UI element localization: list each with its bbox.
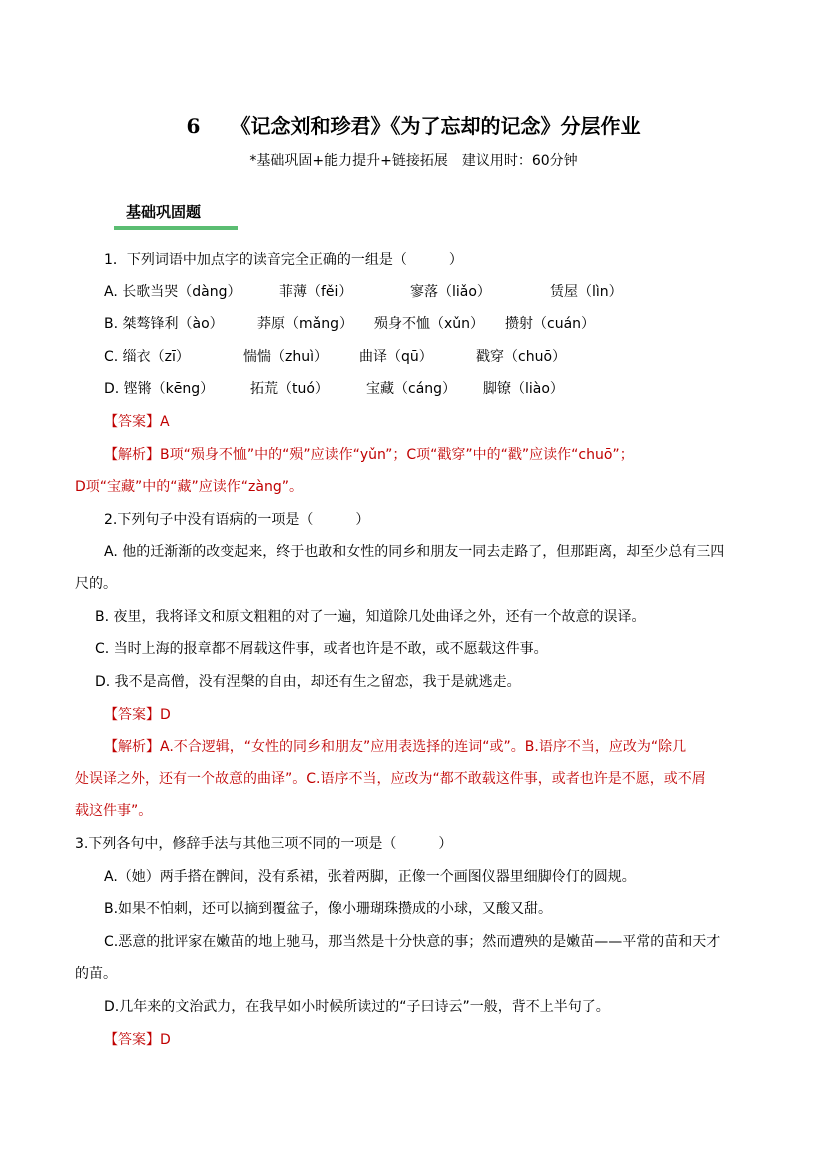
- analysis-tag: 【解析】: [104, 739, 160, 755]
- answer-value: D: [160, 1032, 171, 1048]
- q2-option-d: D. 我不是高僧，没有涅槃的自由，却还有生之留恋，我于是就逃走。: [95, 674, 521, 690]
- q3-option-c: C.恶意的批评家在嫩苗的地上驰马，那当然是十分快意的事；然而遭殃的是嫩苗——平常的苗和天才: [104, 934, 721, 950]
- analysis-text: B项“殒身不恤”中的“殒”应读作“yǔn”；C项“戳穿”中的“戳”应读作“chuō”；: [160, 447, 634, 463]
- q2-answer: [104, 704, 171, 724]
- q1-a-2: 菲薄（fěi）: [279, 284, 353, 300]
- q1-stem: 1．下列词语中加点字的读音完全正确的一组是（ ）: [104, 252, 463, 268]
- analysis-text: A.不合逻辑，“女性的同乡和朋友”应用表选择的连词“或”。B.语序不当，应改为“除几: [160, 739, 687, 755]
- answer-value: D: [160, 707, 171, 723]
- answer-tag: 【答案】: [104, 414, 160, 430]
- q1-analysis-line-1: [104, 444, 634, 464]
- subtitle: *基础巩固+能力提升+链接拓展 建议用时：60分钟: [249, 153, 578, 169]
- q1-c-2: 惴惴（zhuì）: [243, 349, 328, 365]
- q2-option-a: A. 他的迁渐渐的改变起来，终于也敢和女性的同乡和朋友一同去走路了，但那距离，却至少总有三四: [104, 544, 725, 560]
- q3-option-a: A.（她）两手搭在髀间，没有系裙，张着两脚，正像一个画图仪器里细脚伶仃的圆规。: [104, 869, 636, 885]
- q2-analysis-line-2: 处误译之外，还有一个故意的曲译”。C.语序不当，应改为“都不敢载这件事，或者也许是不愿，或不屑: [75, 771, 706, 787]
- q1-a-3: 寥落（liǎo）: [410, 284, 491, 300]
- q1-answer: [104, 411, 170, 431]
- q1-c-1: C. 缁衣（zī）: [104, 349, 190, 365]
- q2-option-a-cont: 尺的。: [75, 576, 117, 592]
- section-underline: [114, 226, 238, 230]
- q1-b-3: 殒身不恤（xǔn）: [374, 316, 485, 332]
- q2-option-b: B. 夜里，我将译文和原文粗粗的对了一遍，知道除几处曲译之外，还有一个故意的误译。: [95, 609, 646, 625]
- q3-option-b: B.如果不怕刺，还可以摘到覆盆子，像小珊瑚珠攒成的小球，又酸又甜。: [104, 901, 553, 917]
- q1-option-row-d: [104, 378, 704, 398]
- q3-answer: [104, 1029, 171, 1049]
- q1-d-4: 脚镣（liào）: [483, 381, 564, 397]
- q1-option-row-b: [104, 313, 704, 333]
- q1-b-1: B. 桀骜锋利（ào）: [104, 316, 224, 332]
- q1-d-2: 拓荒（tuó）: [250, 381, 329, 397]
- section-heading: 基础巩固题: [126, 203, 202, 221]
- q1-c-4: 戳穿（chuō）: [476, 349, 567, 365]
- q1-b-2: 莽原（mǎng）: [257, 316, 353, 332]
- q3-option-d: D.几年来的文治武力，在我早如小时候所读过的“子曰诗云”一般，背不上半句了。: [104, 999, 610, 1015]
- q1-a-4: 赁屋（lìn）: [550, 284, 623, 300]
- q1-d-3: 宝藏（cáng）: [366, 381, 457, 397]
- answer-value: A: [160, 414, 170, 430]
- analysis-tag: 【解析】: [104, 447, 160, 463]
- title-text: 《记念刘和珍君》《为了忘却的记念》分层作业: [230, 114, 641, 138]
- answer-tag: 【答案】: [104, 707, 160, 723]
- q1-c-3: 曲译（qū）: [359, 349, 433, 365]
- q1-option-row-c: [104, 346, 704, 366]
- q3-option-c-cont: 的苗。: [75, 966, 117, 982]
- lesson-number: 6: [186, 114, 201, 138]
- q1-b-4: 攒射（cuán）: [505, 316, 596, 332]
- q1-analysis-line-2: D项“宝藏”中的“藏”应读作“zàng”。: [75, 479, 303, 495]
- q3-stem: 3.下列各句中，修辞手法与其他三项不同的一项是（ ）: [75, 836, 453, 852]
- q1-d-1: D. 铿锵（kēng）: [104, 381, 215, 397]
- q2-analysis-line-3: 载这件事”。: [75, 803, 153, 819]
- q2-analysis-line-1: [104, 736, 686, 756]
- q2-stem: 2.下列句子中没有语病的一项是（ ）: [104, 512, 370, 528]
- q1-option-row-a: [104, 281, 704, 301]
- q2-option-c: C. 当时上海的报章都不屑载这件事，或者也许是不敢，或不愿载这件事。: [95, 641, 548, 657]
- page-title: [0, 110, 827, 139]
- answer-tag: 【答案】: [104, 1032, 160, 1048]
- q1-a-1: A. 长歌当哭（dàng）: [104, 284, 242, 300]
